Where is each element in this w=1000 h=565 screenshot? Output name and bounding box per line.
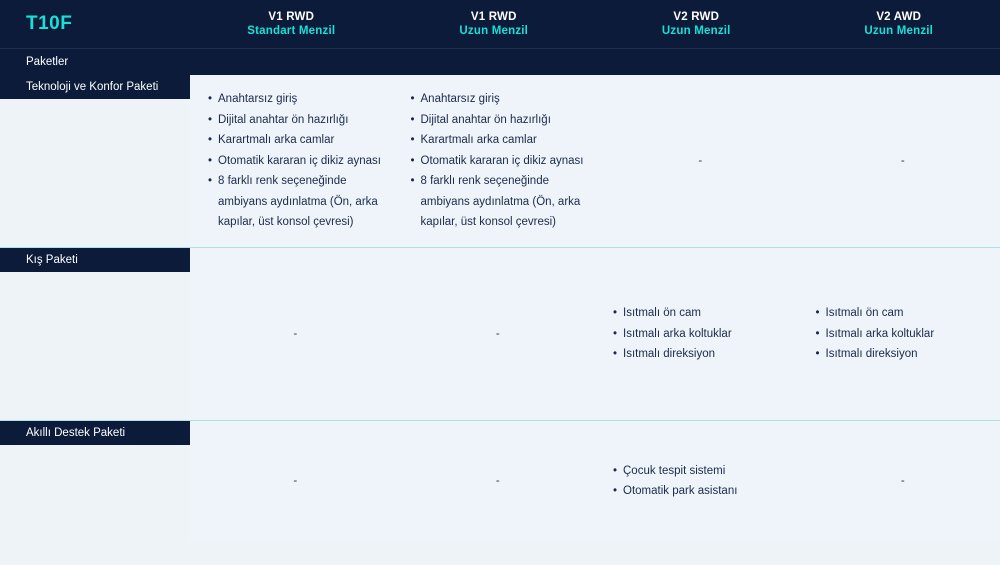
variant-header-1 (190, 10, 393, 39)
row-cells (190, 248, 1000, 420)
row-label-wrap (0, 248, 190, 420)
variant-range: Uzun Menzil (864, 25, 934, 37)
feature-cell (595, 461, 798, 502)
feature-cell-empty (393, 471, 596, 491)
brand-title: T10F (26, 13, 73, 34)
not-available-dash: - (293, 327, 298, 340)
feature-cell-empty (798, 151, 1000, 171)
section-title: Paketler (26, 56, 69, 68)
not-available-dash: - (293, 474, 298, 487)
feature-list (816, 303, 991, 364)
list-item: • Çocuk tespit sistemi (613, 461, 788, 481)
table-row (0, 248, 1000, 421)
list-item: • Isıtmalı direksiyon (613, 344, 788, 364)
row-label-wrap (0, 421, 190, 541)
not-available-dash: - (900, 474, 905, 487)
not-available-dash: - (495, 327, 500, 340)
row-label: Kış Paketi (0, 248, 190, 272)
list-item: • 8 farklı renk seçeneğinde ambiyans aydınlatma (Ön, arka kapılar, üst konsol çevresi) (411, 171, 586, 232)
list-item: • Isıtmalı arka koltuklar (816, 324, 991, 344)
row-cells (190, 421, 1000, 541)
variant-column-headers (190, 10, 1000, 39)
variant-name: V1 RWD (268, 10, 315, 23)
list-item: • Isıtmalı direksiyon (816, 344, 991, 364)
feature-cell (595, 303, 798, 364)
feature-list (613, 303, 788, 364)
list-item: • Karartmalı arka camlar (411, 130, 586, 150)
feature-cell (190, 89, 393, 232)
variant-range: Uzun Menzil (661, 25, 731, 37)
list-item: • Karartmalı arka camlar (208, 130, 383, 150)
section-header-paketler (0, 48, 1000, 75)
variant-name: V1 RWD (470, 10, 517, 23)
row-label: Akıllı Destek Paketi (0, 421, 190, 445)
feature-cell-empty (393, 324, 596, 344)
feature-cell-empty (798, 471, 1000, 491)
variant-header-2 (393, 10, 596, 39)
feature-cell-empty (190, 324, 393, 344)
feature-list (613, 461, 788, 502)
list-item: • Isıtmalı ön cam (613, 303, 788, 323)
not-available-dash: - (698, 154, 703, 167)
list-item: • Isıtmalı arka koltuklar (613, 324, 788, 344)
row-label-wrap (0, 75, 190, 247)
row-label: Teknoloji ve Konfor Paketi (0, 75, 190, 99)
list-item: • Anahtarsız giriş (411, 89, 586, 109)
variant-range: Uzun Menzil (459, 25, 529, 37)
list-item: • Otomatik kararan iç dikiz aynası (208, 151, 383, 171)
table-header (0, 0, 1000, 48)
list-item: • Isıtmalı ön cam (816, 303, 991, 323)
feature-list (411, 89, 586, 232)
list-item: • Dijital anahtar ön hazırlığı (411, 110, 586, 130)
variant-header-3 (595, 10, 798, 39)
feature-cell (798, 303, 1000, 364)
list-item: • Otomatik kararan iç dikiz aynası (411, 151, 586, 171)
table-row (0, 421, 1000, 541)
variant-range: Standart Menzil (247, 25, 336, 37)
list-item: • Dijital anahtar ön hazırlığı (208, 110, 383, 130)
list-item: • 8 farklı renk seçeneğinde ambiyans aydınlatma (Ön, arka kapılar, üst konsol çevresi) (208, 171, 383, 232)
variant-header-4 (798, 10, 1000, 39)
feature-cell (393, 89, 596, 232)
list-item: • Anahtarsız giriş (208, 89, 383, 109)
not-available-dash: - (495, 474, 500, 487)
feature-list (208, 89, 383, 232)
table-row (0, 75, 1000, 248)
variant-name: V2 RWD (673, 10, 720, 23)
variant-name: V2 AWD (876, 10, 922, 23)
row-cells (190, 75, 1000, 247)
feature-cell-empty (190, 471, 393, 491)
list-item: • Otomatik park asistanı (613, 481, 788, 501)
not-available-dash: - (900, 154, 905, 167)
feature-cell-empty (595, 151, 798, 171)
